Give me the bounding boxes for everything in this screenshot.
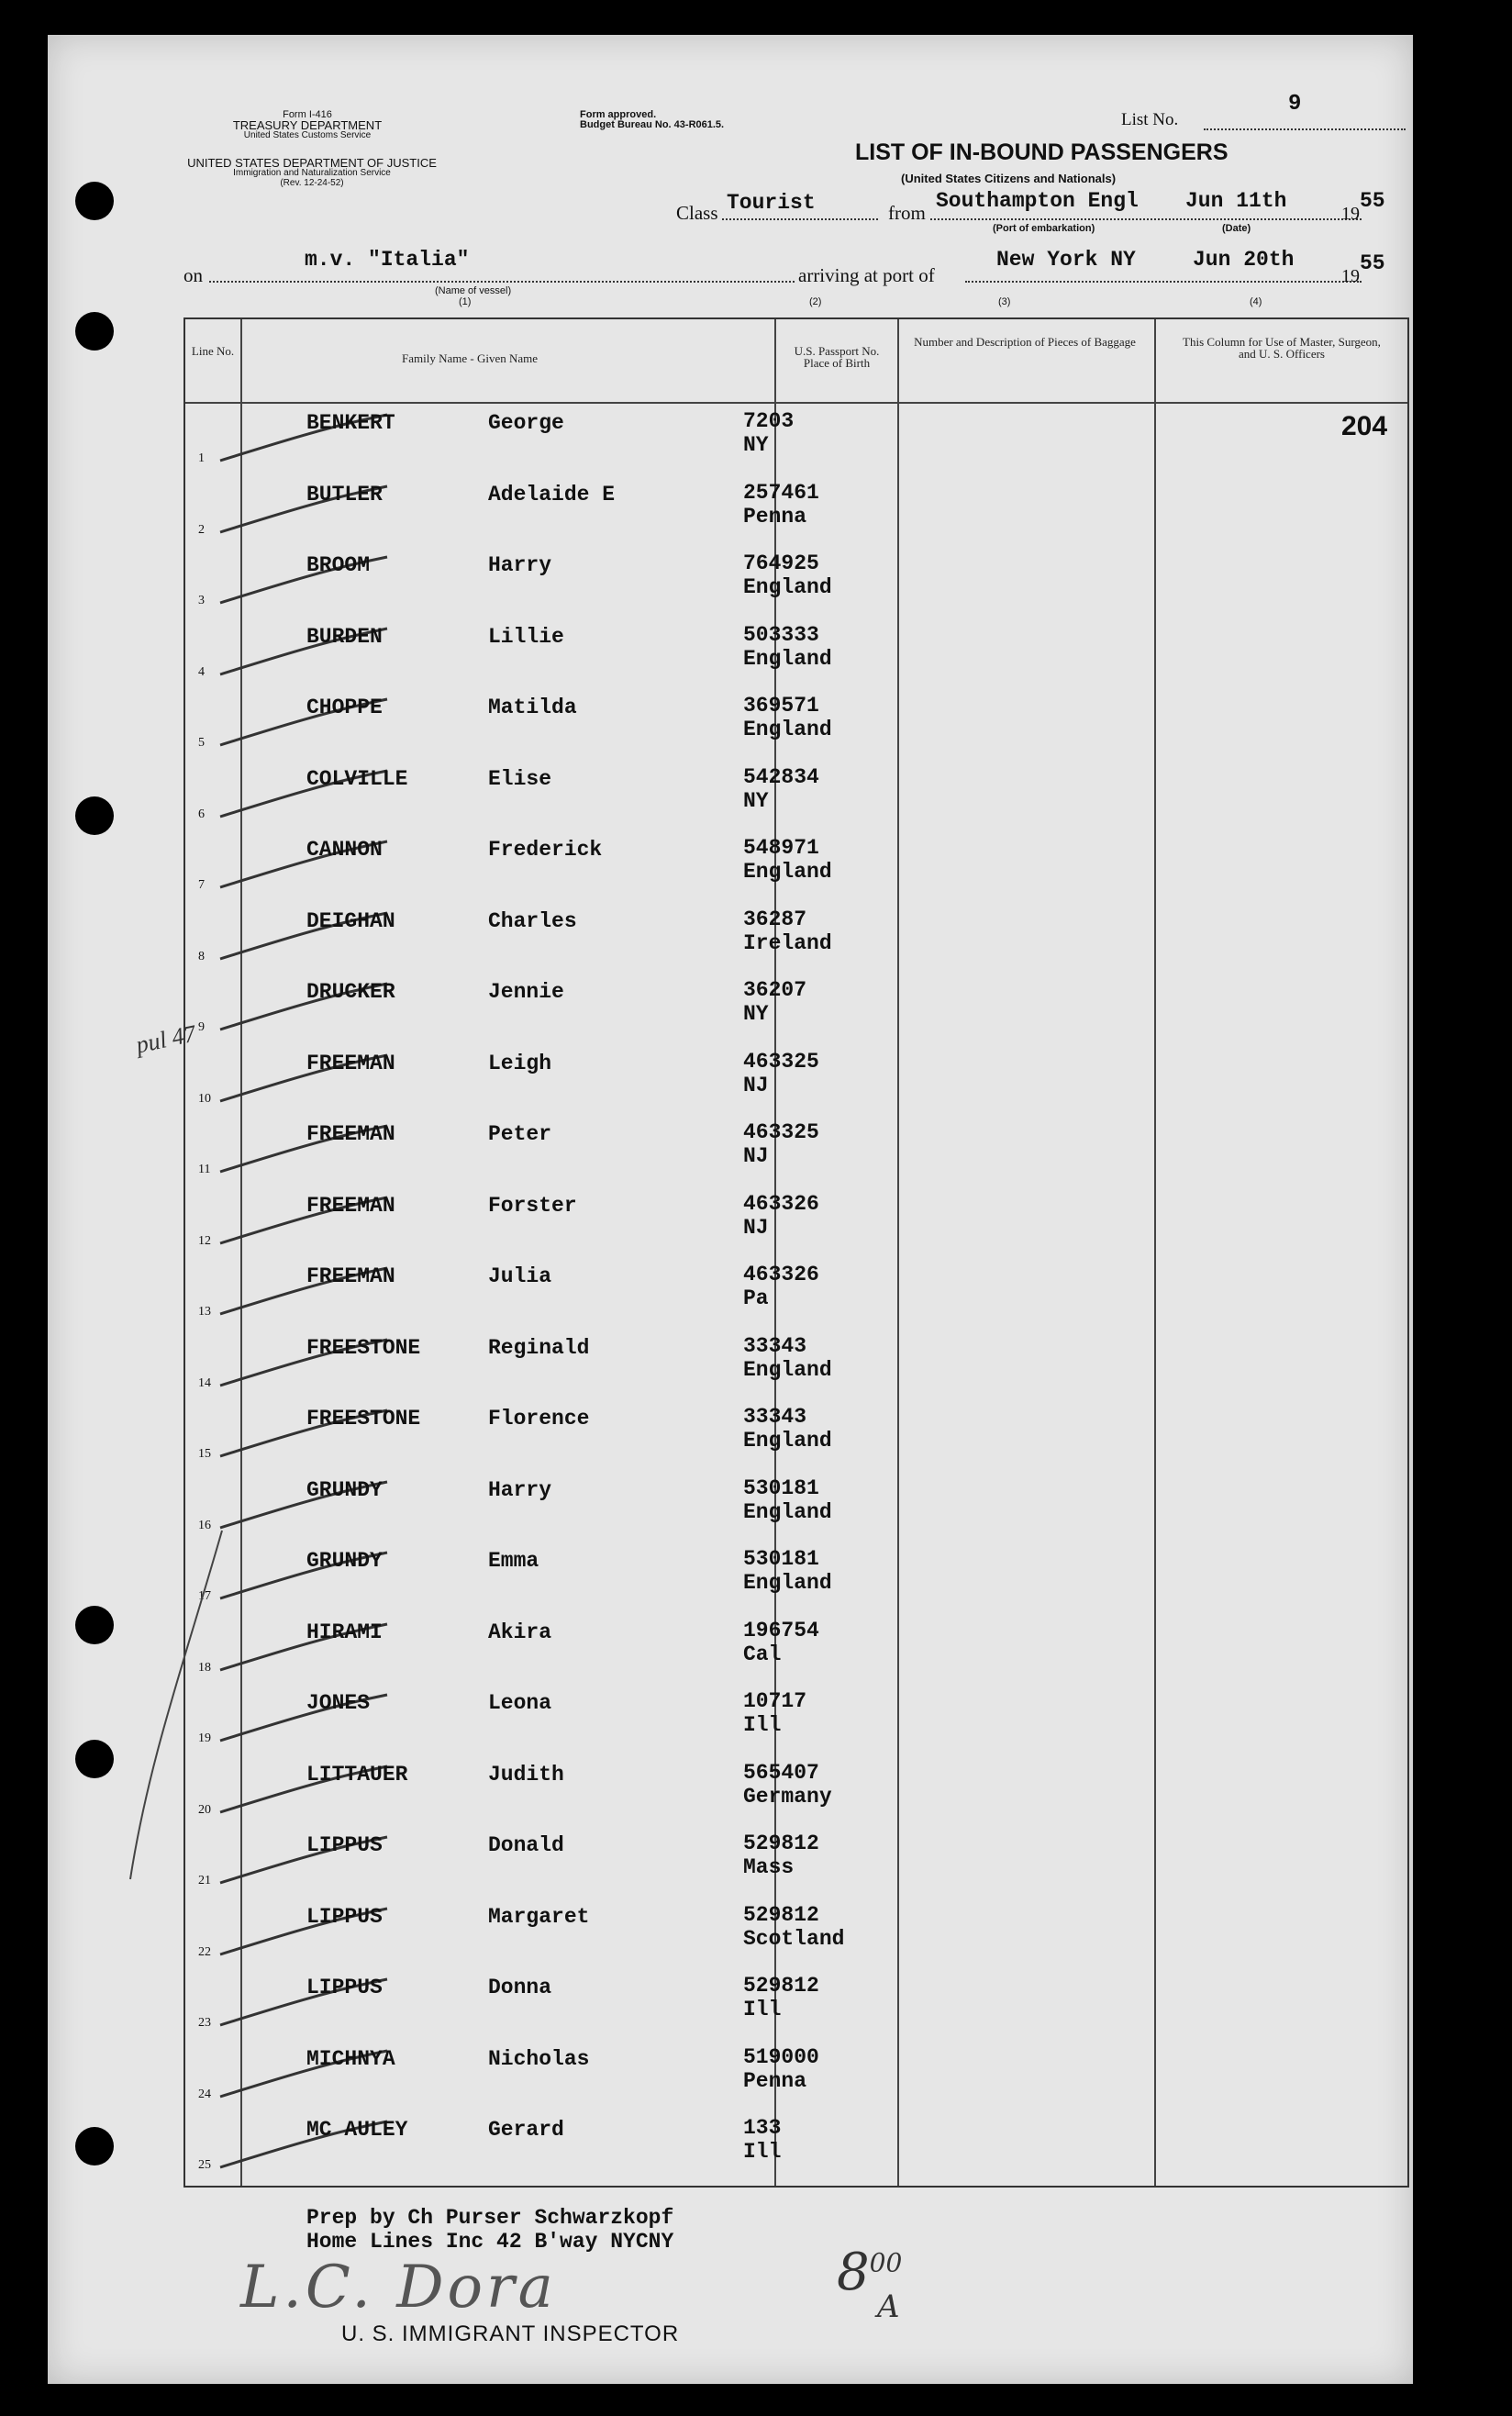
arrival-year-prefix: 19	[1341, 266, 1360, 286]
passport-number: 463326	[743, 1191, 819, 1216]
passport-number: 257461	[743, 480, 819, 505]
place-of-birth: England	[743, 718, 832, 741]
place-of-birth: NY	[743, 433, 769, 457]
given-name: Leona	[488, 1691, 552, 1715]
place-of-birth: England	[743, 1571, 832, 1595]
passport-number: 529812	[743, 1974, 819, 1998]
punch-hole	[75, 182, 114, 220]
table-row	[185, 473, 1407, 543]
form-subtitle: (United States Citizens and Nationals)	[901, 172, 1117, 185]
line-number: 10	[198, 1091, 211, 1106]
passport-number: 519000	[743, 2044, 819, 2069]
place-of-birth: NJ	[743, 1144, 769, 1168]
table-row	[185, 1397, 1407, 1467]
line-number: 24	[198, 2087, 211, 2101]
table-row	[185, 402, 1407, 472]
family-name: MC AULEY	[306, 2118, 408, 2142]
table-row	[185, 758, 1407, 828]
table-row	[185, 2109, 1407, 2178]
place-of-birth: England	[743, 1357, 832, 1382]
from-label: from	[888, 202, 926, 224]
passport-number: 36207	[743, 978, 807, 1002]
agent-address: Home Lines Inc 42 B'way NYCNY	[306, 2230, 674, 2254]
given-name: Adelaide E	[488, 482, 616, 507]
class-value: Tourist	[727, 191, 816, 215]
passport-number: 7203	[743, 409, 795, 433]
passport-number: 529812	[743, 1831, 819, 1855]
family-name: CANNON	[306, 838, 383, 862]
passport-number: 548971	[743, 836, 819, 860]
inspection-time-suffix: A	[877, 2288, 900, 2325]
caption-3: (3)	[998, 296, 1011, 307]
line-number: 25	[198, 2158, 211, 2172]
place-of-birth: Germany	[743, 1784, 832, 1809]
family-name: MICHNYA	[306, 2046, 395, 2071]
line-number: 19	[198, 1731, 211, 1745]
punch-hole	[75, 1606, 114, 1644]
given-name: Gerard	[488, 2118, 564, 2142]
line-number: 14	[198, 1375, 211, 1390]
line-number: 15	[198, 1447, 211, 1461]
passport-number: 33343	[743, 1333, 807, 1358]
inspector-signature: L.C. Dora	[240, 2254, 557, 2321]
line-number: 9	[198, 1020, 205, 1034]
family-name: BENKERT	[306, 411, 395, 435]
table-row	[185, 2038, 1407, 2108]
family-name: FREEMAN	[306, 1264, 395, 1288]
family-name: FREESTONE	[306, 1407, 421, 1431]
line-number: 5	[198, 736, 205, 750]
family-name: DEIGHAN	[306, 908, 395, 933]
given-name: Lillie	[488, 624, 564, 649]
col-name: Family Name - Given Name	[401, 351, 538, 365]
inspection-time: 8	[837, 2243, 870, 2302]
place-of-birth: England	[743, 575, 832, 599]
passport-number: 529812	[743, 1902, 819, 1927]
given-name: Donna	[488, 1976, 552, 1999]
given-name: Reginald	[488, 1335, 590, 1360]
given-name: Elise	[488, 766, 552, 791]
treasury-dept: TREASURY DEPARTMENT	[232, 118, 383, 132]
table-row	[185, 900, 1407, 970]
line-number: 8	[198, 949, 205, 963]
given-name: Nicholas	[488, 2046, 590, 2071]
given-name: Charles	[488, 908, 577, 933]
port-emb-caption: (Port of embarkation)	[993, 223, 1095, 234]
form-approved: Form approved.	[580, 109, 657, 120]
table-row	[185, 1611, 1407, 1681]
given-name: Forster	[488, 1193, 577, 1218]
family-name: LITTAUER	[306, 1762, 408, 1787]
given-name: Julia	[488, 1264, 552, 1288]
margin-pencil-line	[112, 1518, 240, 1888]
passport-number: 133	[743, 2116, 782, 2140]
given-name: Emma	[488, 1549, 539, 1573]
family-name: DRUCKER	[306, 980, 395, 1004]
caption-1: (1)	[459, 296, 472, 307]
passport-number: 33343	[743, 1405, 807, 1429]
line-number: 16	[198, 1518, 211, 1532]
line-number: 4	[198, 664, 205, 679]
place-of-birth: NY	[743, 1002, 769, 1026]
passport-number: 463326	[743, 1263, 819, 1286]
passport-number: 463325	[743, 1049, 819, 1074]
table-row	[185, 1042, 1407, 1112]
vessel-caption: (Name of vessel)	[435, 285, 512, 296]
family-name: FREEMAN	[306, 1193, 395, 1218]
punch-hole	[75, 2127, 114, 2165]
place-of-birth: Ireland	[743, 930, 832, 955]
punch-hole	[75, 312, 114, 351]
family-name: GRUNDY	[306, 1477, 383, 1502]
passport-number: 565407	[743, 1760, 819, 1785]
revision-date: (Rev. 12-24-52)	[280, 178, 344, 188]
given-name: Harry	[488, 553, 552, 577]
given-name: Akira	[488, 1620, 552, 1644]
passport-number: 463325	[743, 1120, 819, 1144]
passport-number: 196754	[743, 1618, 819, 1642]
place-of-birth: NJ	[743, 1215, 769, 1240]
given-name: Frederick	[488, 838, 603, 862]
table-row	[185, 971, 1407, 1041]
year-value: 55	[1360, 189, 1385, 213]
given-name: Judith	[488, 1762, 564, 1787]
passport-number: 530181	[743, 1547, 819, 1571]
passport-number: 10717	[743, 1689, 807, 1713]
table-row	[185, 1824, 1407, 1894]
form-title: LIST OF IN-BOUND PASSENGERS	[855, 139, 1228, 165]
passport-number: 369571	[743, 694, 819, 718]
given-name: Harry	[488, 1477, 552, 1502]
justice-dept: UNITED STATES DEPARTMENT OF JUSTICE	[187, 156, 437, 170]
margin-note: pul 47	[133, 1019, 198, 1059]
given-name: Matilda	[488, 696, 577, 719]
budget-bureau: Budget Bureau No. 43-R061.5.	[580, 119, 725, 130]
given-name: George	[488, 411, 564, 435]
place-of-birth: Ill	[743, 1998, 782, 2021]
customs-service: United States Customs Service	[243, 130, 372, 140]
arrival-year-value: 55	[1360, 251, 1385, 275]
col-baggage: Number and Description of Pieces of Baggage	[914, 335, 1136, 349]
table-row	[185, 1185, 1407, 1254]
col-officers: This Column for Use of Master, Surgeon, and U. S. Officers	[1183, 335, 1381, 361]
given-name: Florence	[488, 1407, 590, 1431]
year-prefix: 19	[1341, 204, 1360, 224]
table-row	[185, 829, 1407, 898]
port-of-embarkation: Southampton Engl	[936, 189, 1139, 213]
line-number: 13	[198, 1305, 211, 1319]
table-row	[185, 616, 1407, 685]
place-of-birth: Ill	[743, 2140, 782, 2164]
date-caption: (Date)	[1222, 223, 1251, 234]
col-passport: U.S. Passport No. Place of Birth	[794, 344, 880, 370]
line-number: 3	[198, 594, 205, 607]
table-row	[185, 686, 1407, 756]
on-label: on	[183, 264, 203, 286]
passport-number: 36287	[743, 907, 807, 931]
table-row	[185, 1469, 1407, 1539]
line-number: 2	[198, 522, 205, 537]
table-row	[185, 1540, 1407, 1609]
passport-number: 764925	[743, 551, 819, 575]
table-row	[185, 1966, 1407, 2036]
place-of-birth: Pa	[743, 1286, 769, 1310]
table-row	[185, 1754, 1407, 1823]
arriving-label: arriving at port of	[798, 264, 935, 286]
given-name: Donald	[488, 1833, 564, 1857]
class-label: Class	[676, 202, 718, 224]
given-name: Jennie	[488, 980, 564, 1004]
place-of-birth: Scotland	[743, 1926, 845, 1951]
punch-hole	[75, 1740, 114, 1778]
line-number: 20	[198, 1802, 211, 1817]
place-of-birth: NY	[743, 788, 769, 813]
table-row	[185, 1682, 1407, 1752]
family-name: BUTLER	[306, 482, 383, 507]
line-number: 23	[198, 2016, 211, 2030]
place-of-birth: Mass	[743, 1855, 795, 1879]
family-name: CHOPPE	[306, 696, 383, 719]
given-name: Margaret	[488, 1904, 590, 1929]
place-of-birth: Penna	[743, 504, 807, 529]
table-row	[185, 1327, 1407, 1397]
ins-service: Immigration and Naturalization Service	[233, 168, 391, 178]
family-name: BROOM	[306, 553, 371, 577]
line-number: 18	[198, 1660, 211, 1675]
line-number: 11	[198, 1163, 211, 1176]
caption-4: (4)	[1250, 296, 1262, 307]
table-row	[185, 544, 1407, 614]
passenger-table	[183, 317, 1409, 2188]
line-number: 17	[198, 1589, 211, 1603]
family-name: LIPPUS	[306, 1833, 383, 1857]
given-name: Leigh	[488, 1051, 552, 1075]
place-of-birth: Penna	[743, 2068, 807, 2093]
passport-number: 542834	[743, 764, 819, 789]
family-name: JONES	[306, 1691, 371, 1715]
line-number: 6	[198, 807, 205, 821]
line-number: 22	[198, 1944, 211, 1959]
line-number: 21	[198, 1874, 211, 1887]
table-row	[185, 1896, 1407, 1965]
place-of-birth: England	[743, 646, 832, 671]
caption-2: (2)	[809, 296, 822, 307]
family-name: BURDEN	[306, 624, 383, 649]
arrival-date: Jun 20th	[1193, 248, 1295, 272]
place-of-birth: Ill	[743, 1713, 782, 1737]
family-name: LIPPUS	[306, 1976, 383, 1999]
punch-hole	[75, 796, 114, 835]
list-no-value: 9	[1288, 92, 1302, 117]
family-name: LIPPUS	[306, 1904, 383, 1929]
form-number: Form I-416	[283, 109, 332, 120]
table-row	[185, 1255, 1407, 1325]
inspection-time-sup: 00	[869, 2247, 903, 2278]
passport-number: 530181	[743, 1475, 819, 1500]
inspector-caption: U. S. IMMIGRANT INSPECTOR	[341, 2321, 680, 2346]
line-number: 12	[198, 1233, 211, 1248]
document-page	[48, 35, 1413, 2384]
embarkation-date: Jun 11th	[1185, 189, 1287, 213]
place-of-birth: NJ	[743, 1073, 769, 1097]
vessel-name: m.v. "Italia"	[305, 248, 470, 272]
passport-number: 503333	[743, 622, 819, 647]
place-of-birth: England	[743, 1499, 832, 1524]
family-name: COLVILLE	[306, 766, 408, 791]
officer-note: 204	[1341, 411, 1388, 441]
family-name: GRUNDY	[306, 1549, 383, 1573]
prepared-by: Prep by Ch Purser Schwarzkopf	[306, 2206, 674, 2230]
arrival-port: New York NY	[996, 248, 1136, 272]
list-no-label: List No.	[1121, 110, 1179, 129]
place-of-birth: England	[743, 1429, 832, 1453]
given-name: Peter	[488, 1122, 552, 1146]
family-name: HIRAMI	[306, 1620, 383, 1644]
place-of-birth: England	[743, 860, 832, 884]
line-number: 1	[198, 451, 205, 465]
line-number: 7	[198, 878, 205, 892]
place-of-birth: Cal	[743, 1642, 782, 1666]
family-name: FREEMAN	[306, 1122, 395, 1146]
col-line-no: Line No.	[191, 344, 235, 358]
family-name: FREEMAN	[306, 1051, 395, 1075]
family-name: FREESTONE	[306, 1335, 421, 1360]
table-row	[185, 1113, 1407, 1183]
